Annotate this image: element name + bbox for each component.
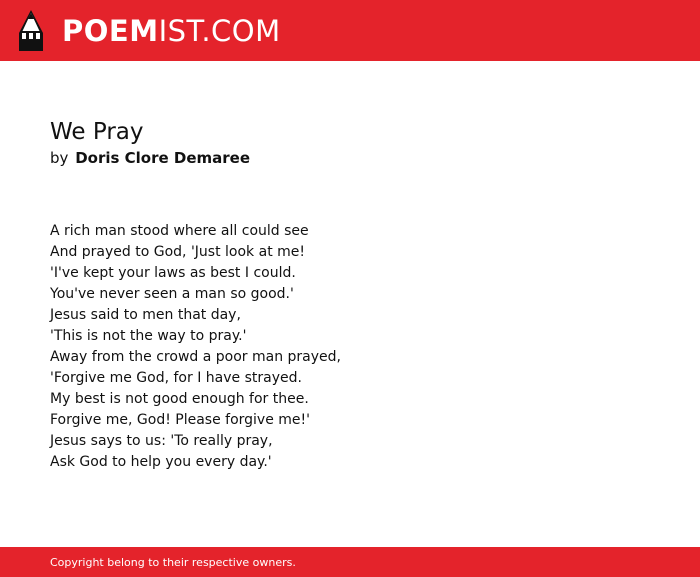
poem-line: My best is not good enough for thee.	[50, 391, 309, 407]
site-footer	[0, 547, 700, 577]
poem-line: 'Forgive me God, for I have strayed.	[50, 370, 302, 386]
poem-line: Forgive me, God! Please forgive me!'	[50, 412, 310, 428]
poem-body	[50, 221, 650, 473]
poem-line: A rich man stood where all could see	[50, 223, 309, 239]
pencil-icon	[18, 9, 44, 53]
poem-title: We Pray	[50, 119, 144, 145]
byline-label: by	[50, 149, 69, 167]
poem-line: Ask God to help you every day.'	[50, 454, 272, 470]
poem-byline	[50, 147, 650, 169]
poem-line: And prayed to God, 'Just look at me!	[50, 244, 305, 260]
poem-line: 'This is not the way to pray.'	[50, 328, 247, 344]
copyright-text: Copyright belong to their respective owners.	[50, 555, 296, 569]
logo-text-light: IST.COM	[158, 14, 281, 48]
poem-line: Away from the crowd a poor man prayed,	[50, 349, 341, 365]
site-logo-link[interactable]	[18, 0, 281, 61]
poem-content	[50, 117, 650, 473]
poem-line: You've never seen a man so good.'	[50, 286, 294, 302]
site-header	[0, 0, 700, 61]
poem-line: Jesus said to men that day,	[50, 307, 241, 323]
poem-line: Jesus says to us: 'To really pray,	[50, 433, 273, 449]
poem-line: 'I've kept your laws as best I could.	[50, 265, 296, 281]
author-link[interactable]: Doris Clore Demaree	[75, 149, 251, 167]
logo-text-bold: POEM	[62, 14, 159, 48]
site-logo-text	[62, 14, 281, 48]
